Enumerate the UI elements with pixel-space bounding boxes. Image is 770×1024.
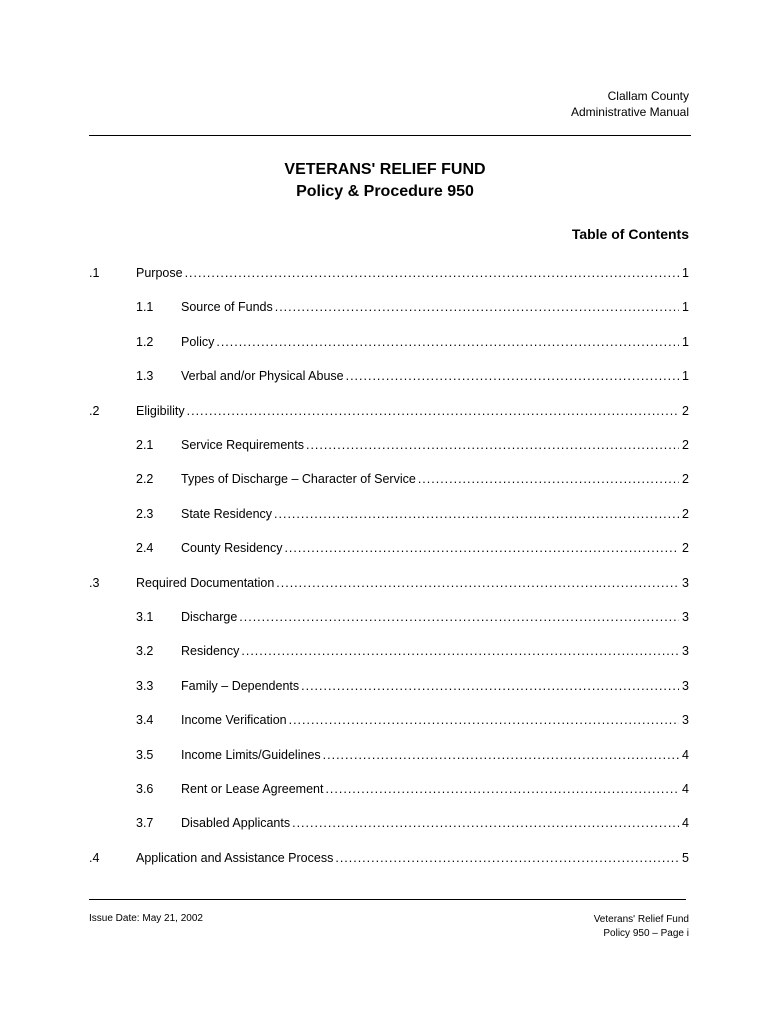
footer-page-number: Policy 950 – Page i (603, 928, 689, 939)
toc-entry[interactable] (0, 402, 770, 420)
dot-leader (304, 436, 679, 454)
toc-entry-number: 2.3 (136, 506, 154, 521)
toc-entry-title: Policy (181, 334, 215, 349)
toc-entry-leader (181, 470, 679, 488)
toc-entry-title: Application and Assistance Process (136, 850, 334, 865)
toc-entry-title: Discharge (181, 610, 238, 624)
toc-entry[interactable] (0, 505, 770, 523)
toc-entry[interactable] (0, 333, 770, 351)
toc-entry-page: 2 (682, 472, 689, 487)
toc-entry-page: 4 (682, 816, 689, 831)
toc-entry-number: 1.3 (136, 369, 154, 384)
dot-leader (237, 608, 679, 626)
toc-entry[interactable] (0, 677, 770, 695)
toc-entry-number: .1 (89, 266, 100, 280)
toc-entry-number: .3 (89, 575, 100, 590)
toc-entry-title: Income Verification (181, 713, 287, 728)
toc-entry-title: Income Limits/Guidelines (181, 747, 321, 762)
toc-entry-leader (181, 436, 679, 454)
dot-leader (272, 505, 679, 523)
toc-entry-leader (136, 402, 679, 420)
dot-leader (344, 367, 679, 385)
toc-entry-number: 2.1 (136, 438, 154, 452)
toc-entry-page: 2 (682, 506, 689, 521)
toc-entry-title: Source of Funds (181, 300, 273, 315)
dot-leader (214, 333, 679, 351)
toc-entry-title: Verbal and/or Physical Abuse (181, 369, 344, 384)
dot-leader (416, 470, 679, 488)
toc-entry[interactable] (0, 574, 770, 592)
dot-leader (183, 264, 679, 282)
toc-entry[interactable] (0, 470, 770, 488)
toc-entry[interactable] (0, 711, 770, 729)
dot-leader (239, 642, 679, 660)
toc-entry-leader (181, 333, 679, 351)
toc-entry-page: 4 (682, 782, 689, 796)
document-title (0, 159, 770, 203)
toc-entry[interactable] (0, 642, 770, 660)
toc-entry[interactable] (0, 298, 770, 316)
toc-entry-leader (181, 780, 679, 798)
manual-name: Administrative Manual (570, 105, 689, 119)
toc-entry-page: 3 (682, 713, 689, 728)
toc-entry[interactable] (0, 608, 770, 626)
toc-entry[interactable] (0, 367, 770, 385)
dot-leader (274, 574, 679, 592)
toc-entry-page: 2 (682, 541, 689, 556)
toc-entry-page: 3 (682, 610, 689, 624)
dot-leader (333, 849, 679, 867)
toc-entry-title: State Residency (181, 506, 273, 521)
toc-entry-number: 3.1 (136, 610, 154, 624)
toc-entry-page: 1 (682, 266, 689, 280)
toc-entry-leader (136, 264, 679, 282)
dot-leader (282, 539, 679, 557)
toc-entry[interactable] (0, 746, 770, 764)
toc-entry-leader (181, 711, 679, 729)
dot-leader (323, 780, 679, 798)
toc-entry-leader (181, 539, 679, 557)
toc-entry-page: 1 (682, 369, 689, 384)
dot-leader (290, 814, 679, 832)
toc-entry-number: 1.1 (136, 300, 154, 315)
toc-entry-leader (136, 574, 679, 592)
toc-entry-number: 3.6 (136, 782, 154, 796)
toc-entry-number: 2.4 (136, 541, 154, 556)
toc-entry-title: Required Documentation (136, 575, 275, 590)
footer-doc-name: Veterans' Relief Fund (593, 914, 689, 925)
toc-entry-leader (181, 505, 679, 523)
dot-leader (321, 746, 679, 764)
toc-entry[interactable] (0, 436, 770, 454)
toc-entry-page: 3 (682, 644, 689, 659)
toc-entry[interactable] (0, 539, 770, 557)
toc-entry-number: 3.3 (136, 678, 154, 693)
toc-entry-title: Disabled Applicants (181, 816, 291, 831)
header-rule (89, 135, 691, 136)
toc-entry-title: Types of Discharge – Character of Service (181, 472, 416, 487)
dot-leader (287, 711, 679, 729)
title-line-2: Policy & Procedure 950 (296, 183, 474, 200)
toc-entry-page: 3 (682, 678, 689, 693)
toc-entry-title: Eligibility (136, 403, 185, 418)
toc-entry-page: 5 (682, 850, 689, 865)
toc-entry-title: Service Requirements (181, 438, 304, 452)
title-line-1: VETERANS' RELIEF FUND (284, 161, 486, 178)
toc-entry-page: 4 (682, 747, 689, 762)
toc-entry-title: Rent or Lease Agreement (181, 782, 324, 796)
toc-entry-page: 1 (682, 300, 689, 315)
toc-entry-leader (181, 298, 679, 316)
toc-entry-leader (181, 642, 679, 660)
toc-entry-title: Family – Dependents (181, 678, 300, 693)
toc-entry-page: 1 (682, 334, 689, 349)
dot-leader (299, 677, 679, 695)
toc-heading: Table of Contents (571, 226, 689, 242)
toc-entry[interactable] (0, 849, 770, 867)
dot-leader (273, 298, 679, 316)
toc-entry-leader (136, 849, 679, 867)
toc-entry-page: 2 (682, 403, 689, 418)
toc-entry-title: Residency (181, 644, 240, 659)
header-organization (571, 88, 689, 120)
toc-entry-title: Purpose (136, 266, 183, 280)
toc-entry-page: 3 (682, 575, 689, 590)
footer-rule (89, 899, 686, 900)
toc-entry-number: 3.5 (136, 747, 154, 762)
toc-entry-leader (181, 367, 679, 385)
toc-entry-number: .2 (89, 403, 100, 418)
dot-leader (185, 402, 679, 420)
toc-entry[interactable] (0, 264, 770, 282)
toc-entry-page: 2 (682, 438, 689, 452)
toc-entry-number: 3.4 (136, 713, 154, 728)
footer-page-info (594, 913, 689, 941)
toc-entry-leader (181, 814, 679, 832)
toc-entry-leader (181, 677, 679, 695)
toc-entry-number: 3.2 (136, 644, 154, 659)
toc-entry-number: 1.2 (136, 334, 154, 349)
toc-entry-leader (181, 746, 679, 764)
toc-entry-leader (181, 608, 679, 626)
toc-entry[interactable] (0, 814, 770, 832)
toc-entry-number: 2.2 (136, 472, 154, 487)
org-name: Clallam County (607, 89, 689, 103)
toc-entry-title: County Residency (181, 541, 283, 556)
toc-entry-number: .4 (89, 850, 100, 865)
toc-entry-number: 3.7 (136, 816, 154, 831)
footer-issue-date: Issue Date: May 21, 2002 (89, 913, 203, 924)
toc-entry[interactable] (0, 780, 770, 798)
